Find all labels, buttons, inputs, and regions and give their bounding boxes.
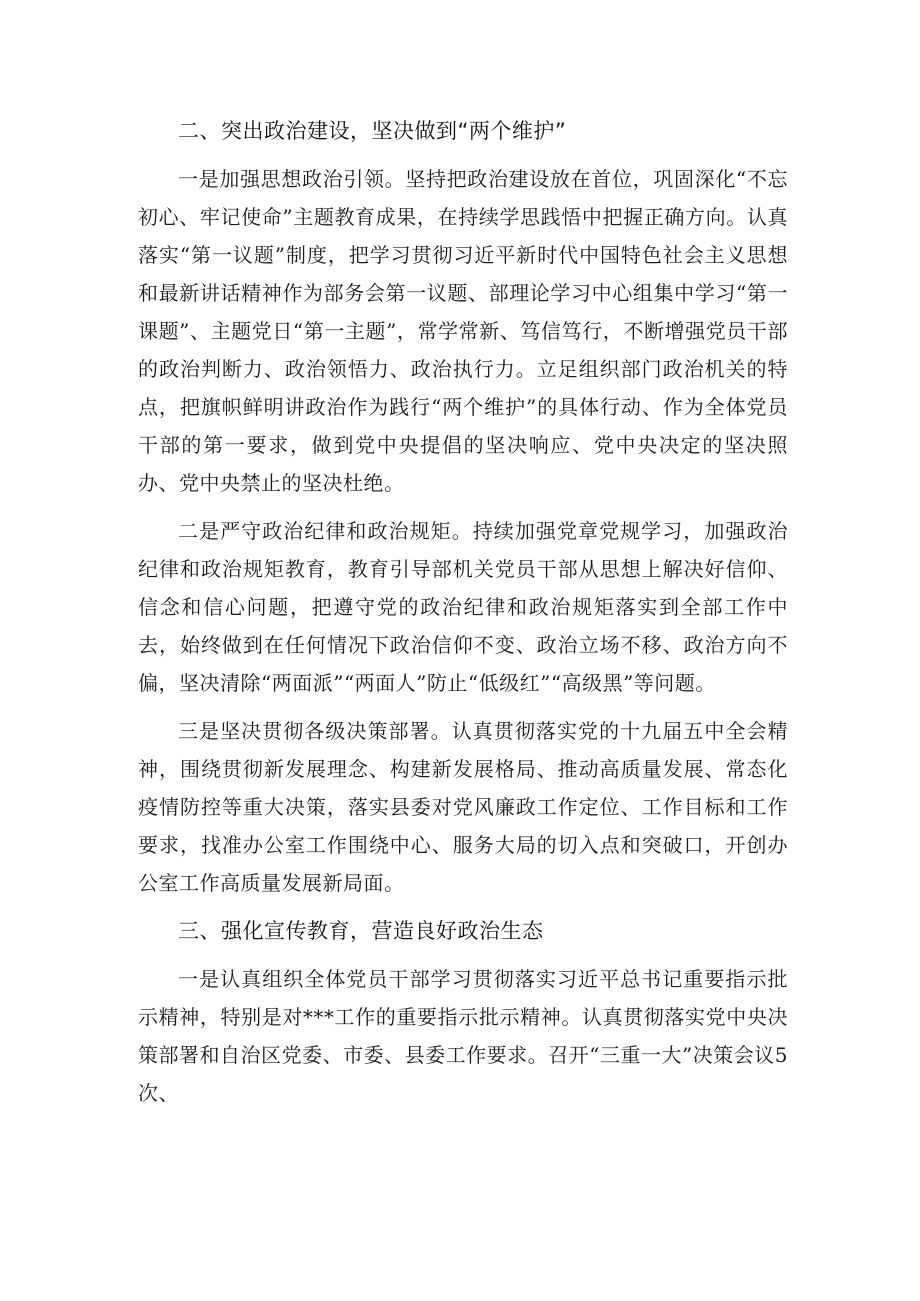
paragraph-policy-implementation: 三是坚决贯彻各级决策部署。认真贯彻落实党的十九届五中全会精神，围绕贯彻新发展理念、构建新发展格局、推动高质量发展、常态化疫情防控等重大决策，落实县委对党风廉政工作定位、工作目标和工作要求，找准办公室工作围绕中心、服务大局的切入点和突破口，开创办公室工作高质量发展新局面。	[138, 719, 788, 895]
document-body	[138, 112, 788, 1122]
section-heading-political-building: 二、突出政治建设，坚决做到“两个维护”	[178, 119, 567, 143]
paragraph-political-discipline: 二是严守政治纪律和政治规矩。持续加强党章党规学习，加强政治纪律和政治规矩教育，教育引导部机关党员干部从思想上解决好信仰、信念和信心问题，把遵守党的政治纪律和政治规矩落实到全部工作中去，始终做到在任何情况下政治信仰不变、政治立场不移、政治方向不偏，坚决清除“两面派”“两面人”防止“低级红”“高级黑”等问题。	[138, 519, 788, 695]
paragraph-ideological-guidance: 一是加强思想政治引领。坚持把政治建设放在首位，巩固深化“不忘初心、牢记使命”主题教育成果，在持续学思践悟中把握正确方向。认真落实“第一议题”制度，把学习贯彻习近平新时代中国特色社会主义思想和最新讲话精神作为部务会第一议题、部理论学习中心组集中学习“第一课题”、主题党日“第一主题”，常学常新、笃信笃行，不断增强党员干部的政治判断力、政治领悟力、政治执行力。立足组织部门政治机关的特点，把旗帜鲜明讲政治作为践行“两个维护”的具体行动、作为全体党员干部的第一要求，做到党中央提倡的坚决响应、党中央决定的坚决照办、党中央禁止的坚决杜绝。	[138, 167, 788, 495]
paragraph-study-instructions: 一是认真组织全体党员干部学习贯彻落实习近平总书记重要指示批示精神，特别是对***工作的重要指示批示精神。认真贯彻落实党中央决策部署和自治区党委、市委、县委工作要求。召开“三重一大”决策会议5次、	[138, 967, 788, 1105]
section-heading-publicity-education: 三、强化宣传教育，营造良好政治生态	[178, 919, 544, 943]
